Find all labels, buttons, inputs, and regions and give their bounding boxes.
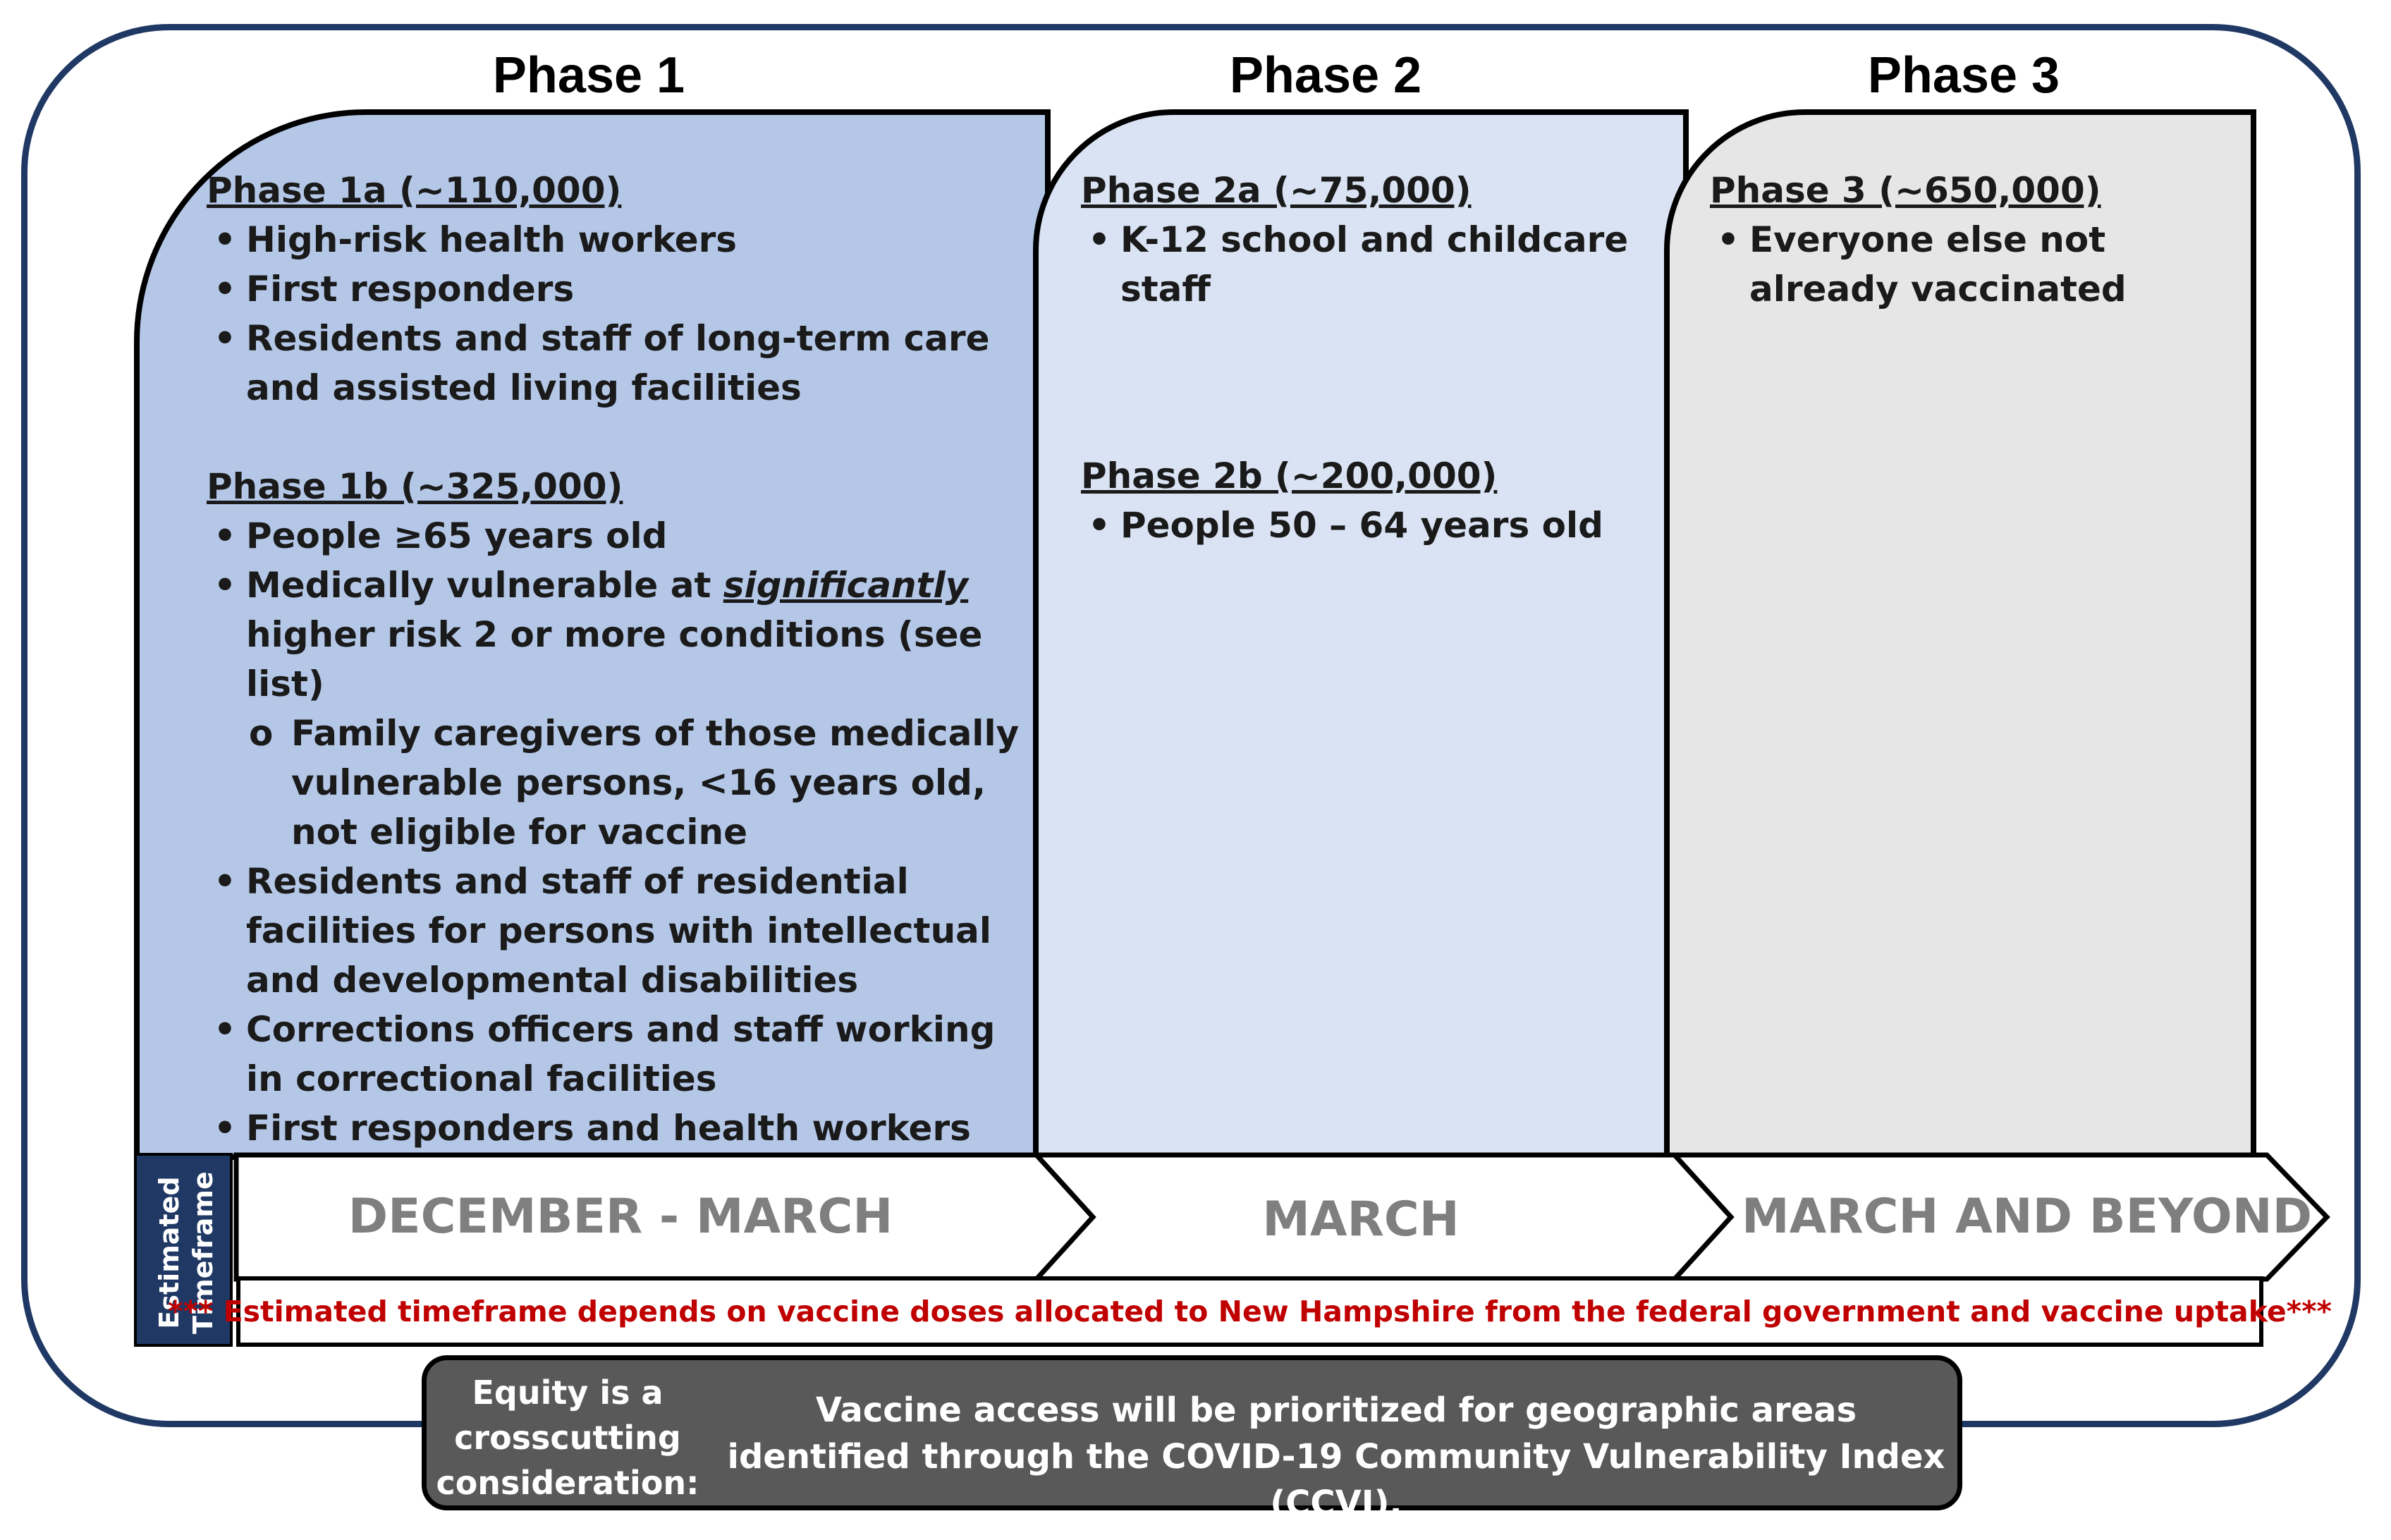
phase-1a-heading: Phase 1a (~110,000) bbox=[207, 170, 622, 211]
list-item: • People ≥65 years old bbox=[207, 511, 1025, 561]
equity-text: Vaccine access will be prioritized for geographic areas identified through the COVID-19 Community Vulnerability Index (CCVI). bbox=[727, 1391, 1945, 1523]
phase-2a-heading: Phase 2a (~75,000) bbox=[1081, 170, 1472, 211]
list-item-text: Medically vulnerable at bbox=[246, 565, 723, 606]
timeframe-label: Estimated Timeframe bbox=[154, 1171, 219, 1334]
timeframe-period-1: DECEMBER - MARCH bbox=[348, 1189, 893, 1245]
emphasis-text: significantly bbox=[723, 565, 969, 606]
phase-2b-heading: Phase 2b (~200,000) bbox=[1081, 456, 1498, 496]
sub-list-item: o Family caregivers of those medically vulnerable persons, <16 years old, not eligible for vaccine bbox=[207, 709, 1025, 857]
list-item: • People 50 – 64 years old bbox=[1081, 501, 1666, 550]
phase-1-title: Phase 1 bbox=[492, 47, 685, 104]
list-item: • Everyone else not already vaccinated bbox=[1710, 215, 2232, 314]
list-item: • Residents and staff of long-term care and assisted living facilities bbox=[207, 314, 1025, 412]
timeframe-note-box bbox=[168, 1276, 2332, 1347]
timeframe-period-2: MARCH bbox=[1262, 1192, 1460, 1247]
phase-3-title: Phase 3 bbox=[1867, 47, 2060, 104]
timeframe-period-3: MARCH AND BEYOND bbox=[1742, 1189, 2313, 1245]
equity-label: Equity is a crosscutting consideration: bbox=[436, 1374, 699, 1502]
equity-box bbox=[422, 1355, 1962, 1523]
list-item: • Residents and staff of residential facilities for persons with intellectual and developmental disabilities bbox=[207, 857, 1025, 1005]
list-item: • Corrections officers and staff working in correctional facilities bbox=[207, 1005, 1025, 1104]
list-item: • First responders and health workers bbox=[207, 1104, 1025, 1202]
phase-1b-heading: Phase 1b (~325,000) bbox=[207, 466, 623, 507]
list-item: • First responders bbox=[207, 264, 1025, 314]
timeframe-note: *** Estimated timeframe depends on vaccine doses allocated to New Hampshire from the federal government and vaccine uptake*** bbox=[168, 1295, 2332, 1328]
phase-3-heading: Phase 3 (~650,000) bbox=[1710, 170, 2101, 211]
list-item-text: higher risk 2 or more conditions (see list) bbox=[246, 614, 983, 704]
list-item: • K-12 school and childcare staff bbox=[1081, 215, 1666, 314]
list-item: • High-risk health workers bbox=[207, 215, 1025, 264]
phase-2-title: Phase 2 bbox=[1229, 47, 1422, 104]
